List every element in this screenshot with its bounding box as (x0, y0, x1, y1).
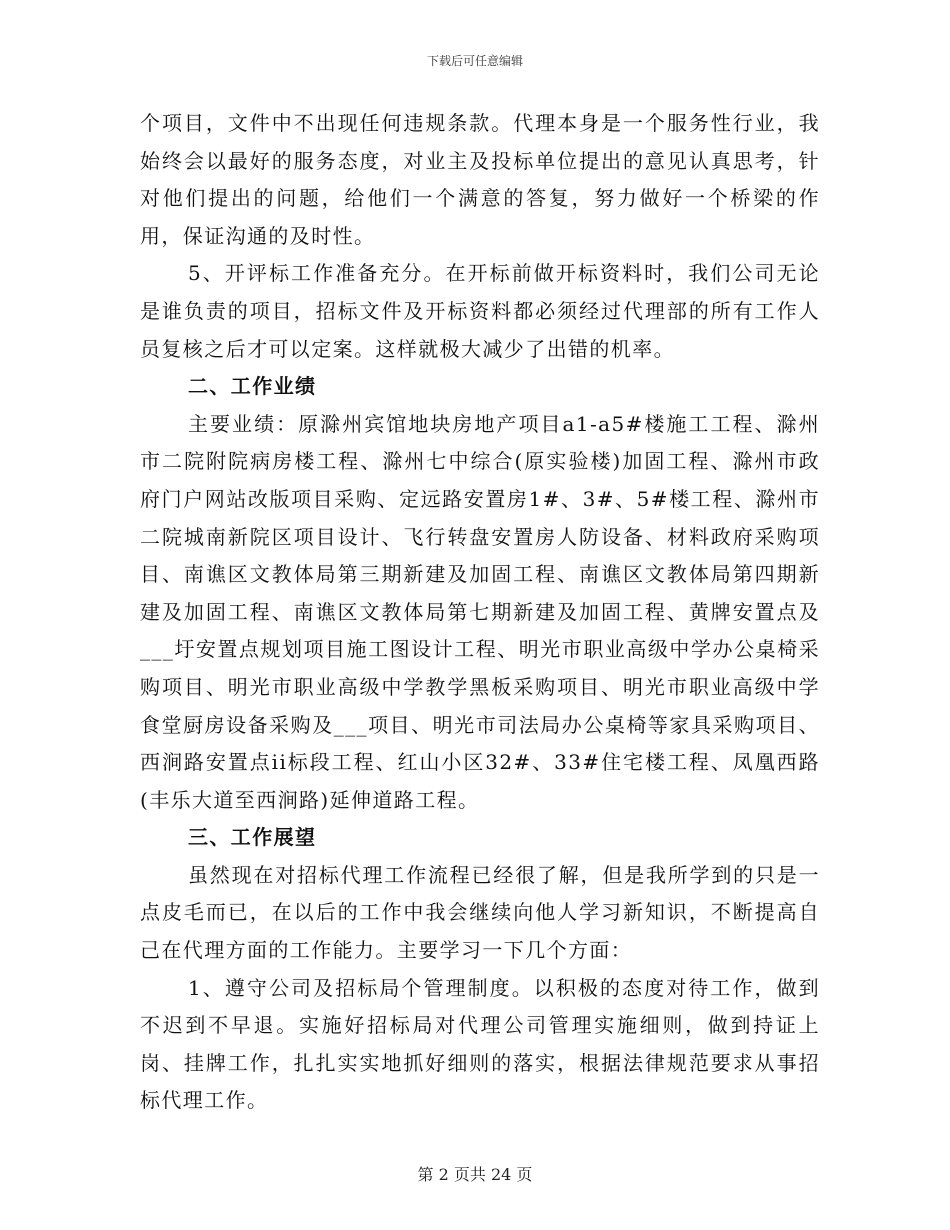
paragraph-continuation: 个项目，文件中不出现任何违规条款。代理本身是一个服务性行业，我始终会以最好的服务态度，对业主及投标单位提出的意见认真思考，针对他们提出的问题，给他们一个满意的答复，努力做好一个桥梁的作用，保证沟通的及时性。 (140, 111, 820, 248)
paragraph-main-achievements: 主要业绩：原滁州宾馆地块房地产项目a1-a5#楼施工工程、滁州市二院附院病房楼工程、滁州七中综合(原实验楼)加固工程、滁州市政府门户网站改版项目采购、定远路安置房1#、3#、5#楼工程、滁州市二院城南新院区项目设计、飞行转盘安置房人防设备、材料政府采购项目、南谯区文教体局第三期新建及加固工程、南谯区文教体局第四期新建及加固工程、南谯区文教体局第七期新建及加固工程、黄牌安置点及___圩安置点规划项目施工图设计工程、明光市职业高级中学办公桌椅采购项目、明光市职业高级中学教学黑板采购项目、明光市职业高级中学食堂厨房设备采购及___项目、明光市司法局办公桌椅等家具采购项目、西涧路安置点ii标段工程、红山小区32#、33#住宅楼工程、凤凰西路(丰乐大道至西涧路)延伸道路工程。 (140, 411, 820, 812)
paragraph-item-5: 5、开评标工作准备充分。在开标前做开标资料时，我们公司无论是谁负责的项目，招标文件及开标资料都必须经过代理部的所有工作人员复核之后才可以定案。这样就极大减少了出错的机率。 (140, 261, 820, 361)
section-heading-outlook: 三、工作展望 (188, 825, 317, 850)
document-body (140, 105, 820, 1120)
paragraph-item-1: 1、遵守公司及招标局个管理制度。以积极的态度对待工作，做到不迟到不早退。实施好招标局对代理公司管理实施细则，做到持证上岗、挂牌工作，扎扎实实地抓好细则的落实，根据法律规范要求从事招标代理工作。 (140, 975, 820, 1113)
paragraph-outlook-intro: 虽然现在对招标代理工作流程已经很了解，但是我所学到的只是一点皮毛而已，在以后的工作中我会继续向他人学习新知识，不断提高自己在代理方面的工作能力。主要学习一下几个方面： (140, 862, 820, 963)
page-header-note: 下载后可任意编辑 (426, 54, 523, 68)
page-number: 第 2 页共 24 页 (417, 1165, 533, 1184)
section-heading-achievements: 二、工作业绩 (188, 374, 317, 399)
